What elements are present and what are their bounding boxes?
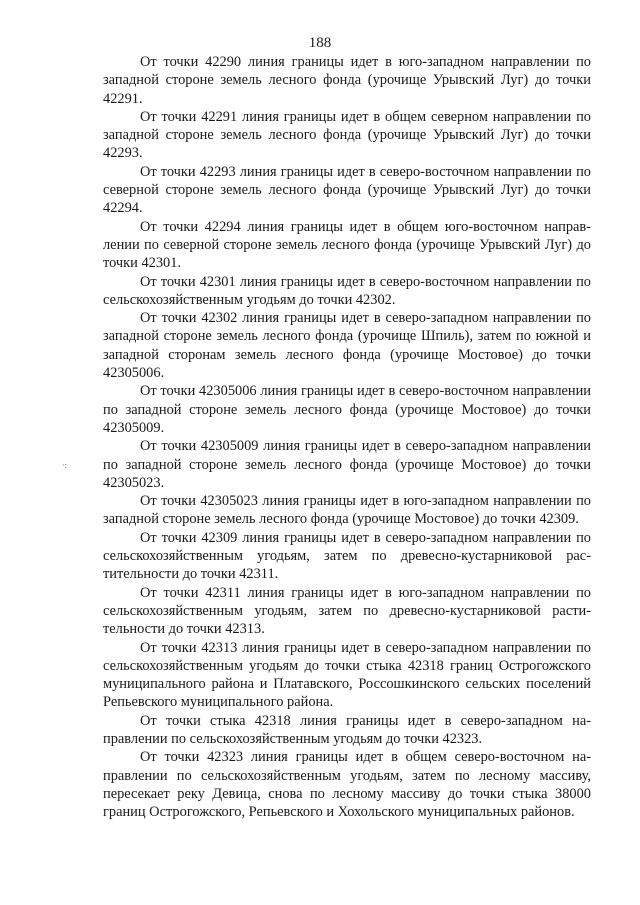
paragraph-2: От точки 42291 линия границы идет в общем северном направлении по западной стороне земель лесного фонда (урочище Урывский Луг) до точки 42293. [103,108,591,162]
page-number: 188 [308,35,332,51]
document-body [103,53,591,821]
paragraph-13: От точки стыка 42318 линия границы идет в северо-западном направлении по сельскохозяйственным угодьям до точки 42323. [103,712,591,747]
paragraph-14: От точки 42323 линия границы идет в общем северо-восточном направлении по сельскохозяйственным угодьям, затем по лесному массиву, пересекает реку Девица, снова по лесному массиву до точки стыка 38000 границ Острогожского, Репьевского и Хохольского муниципальных районов. [103,749,591,821]
paragraph-5: От точки 42301 линия границы идет в северо-восточном направлении по сельскохозяйственным угодьям до точки 42302. [103,273,591,308]
paragraph-1: От точки 42290 линия границы идет в юго-западном направлении по западной стороне земель лесного фонда (урочище Урывский Луг) до точки 42291. [103,54,591,107]
paragraph-7: От точки 42305006 линия границы идет в северо-восточном направлении по западной стороне земель лесного фонда (урочище Мостовое) до точки 42305009. [103,383,591,436]
paragraph-8: От точки 42305009 линия границы идет в северо-западном направлении по западной стороне земель лесного фонда (урочище Мостовое) до точки 42305023. [103,438,591,491]
paragraph-9: От точки 42305023 линия границы идет в юго-западном направлении по западной стороне земель лесного фонда (урочище Мостовое) до точки 42309. [103,493,591,528]
paragraph-12: От точки 42313 линия границы идет в северо-западном направлении по сельскохозяйственным угодьям до точки стыка 42318 границ Острогожского муниципального района и Платавского, Россошкинского сельских поселений Репьевского муниципального района. [103,639,591,711]
margin-mark: ·: [62,461,67,470]
paragraph-11: От точки 42311 линия границы идет в юго-западном направлении по сельскохозяйственным угодьям, затем по древесно-кустарниковой растительности до точки 42313. [103,584,591,638]
paragraph-4: От точки 42294 линия границы идет в общем юго-восточном направлении по северной стороне земель лесного фонда (урочище Урывский Луг) до точки 42301. [103,218,591,272]
paragraph-10: От точки 42309 линия границы идет в северо-западном направлении по сельскохозяйственным угодьям, затем по древесно-кустарниковой растительности до точки 42311. [103,529,591,583]
paragraph-3: От точки 42293 линия границы идет в северо-восточном направлении по северной стороне земель лесного фонда (урочище Урывский Луг) до точки 42294. [103,163,591,217]
paragraph-6: От точки 42302 линия границы идет в северо-западном направлении по западной стороне земель лесного фонда (урочище Шпиль), затем по южной и западной сторонам земель лесного фонда (урочище Мостовое) до точки 42305006. [103,310,591,382]
